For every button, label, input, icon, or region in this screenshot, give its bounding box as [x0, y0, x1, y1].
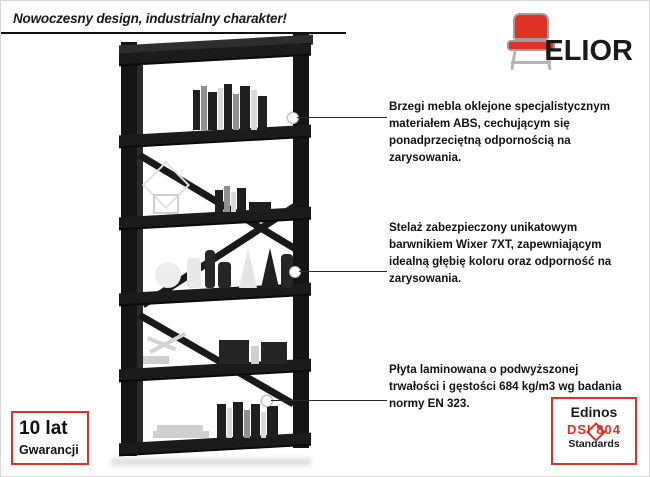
- callout-leader-board: [271, 400, 387, 401]
- decor-vases: [155, 244, 305, 288]
- callout-leader-edges: [297, 117, 387, 118]
- warranty-years: 10 lat: [19, 418, 68, 439]
- page-title: Nowoczesny design, industrialny charakter!: [13, 11, 287, 26]
- certificate-brand: Edinos: [570, 404, 618, 420]
- decor-books-top: [193, 80, 277, 130]
- decor-magazines: [153, 404, 223, 438]
- callout-text-board: Płyta laminowana o podwyższonej trwałości i gęstości 684 kg/m3 wg badania normy EN 323.: [389, 363, 622, 411]
- decor-boxes: [219, 330, 299, 364]
- certificate-badge: [551, 397, 637, 465]
- decor-books-second: [215, 184, 285, 212]
- certificate-code: DSI 804: [567, 422, 621, 437]
- decor-desk-lamp: [137, 326, 207, 364]
- warranty-badge: [11, 411, 89, 465]
- callout-marker-frame: [289, 266, 301, 278]
- callout-leader-frame: [299, 271, 387, 272]
- callout-marker-edges: [287, 112, 299, 124]
- brand-logo: [443, 13, 633, 75]
- product-photo: [1, 34, 346, 476]
- callout-text-frame: Stelaż zabezpieczony unikatowym barwnikiem Wixer 7XT, zapewniającym idealną głębię koloru oraz odporność na zarysowania.: [389, 221, 612, 286]
- brand-name: ELIOR: [544, 35, 633, 67]
- callout-marker-board: [261, 395, 273, 407]
- bookshelf-illustration: [97, 34, 325, 461]
- decor-wire-sculpture: [139, 164, 199, 212]
- warranty-label: Gwarancji: [19, 443, 79, 457]
- certificate-standard: Standards: [568, 438, 620, 450]
- callout-text-edges: Brzegi mebla oklejone specjalistycznym materiałem ABS, cechującym się ponadprzeciętną odpornością na zarysowania.: [389, 100, 611, 165]
